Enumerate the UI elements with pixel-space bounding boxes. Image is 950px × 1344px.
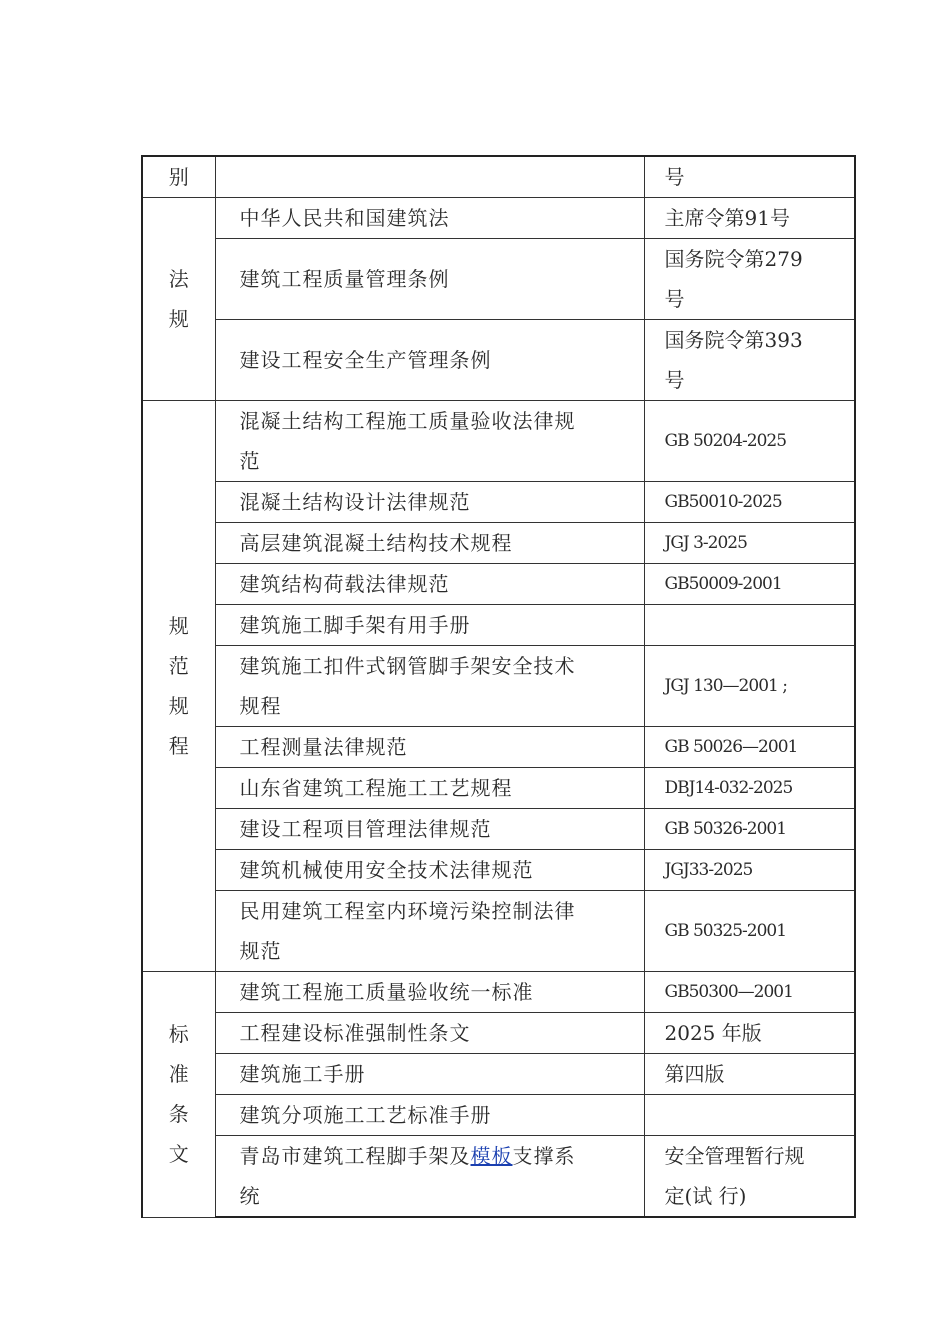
category-char: 程: [168, 734, 189, 758]
table-row: [142, 972, 855, 1013]
doc-code: GB 50326-2001: [644, 809, 855, 850]
doc-code: JGJ 130—2001 ;: [644, 646, 855, 727]
doc-name: 建筑机械使用安全技术法律规范: [215, 850, 644, 891]
table-row: [142, 809, 855, 850]
table-row: [142, 239, 855, 320]
doc-name: 民用建筑工程室内环境污染控制法律 规范: [215, 891, 644, 972]
doc-code: [644, 1095, 855, 1136]
doc-code: GB50300—2001: [644, 972, 855, 1013]
doc-code: 安全管理暂行规 定(试 行): [644, 1136, 855, 1218]
category-char: 规: [168, 694, 189, 718]
table-row: [142, 320, 855, 401]
table-row: [142, 401, 855, 482]
doc-code: GB50009-2001: [644, 564, 855, 605]
doc-name: 建设工程安全生产管理条例: [215, 320, 644, 401]
category-laws: [142, 198, 215, 401]
doc-name: 青岛市建筑工程脚手架及模板支撑系 统: [215, 1136, 644, 1218]
category-char: 准: [168, 1062, 189, 1087]
table-row: [142, 768, 855, 809]
doc-code: DBJ14-032-2025: [644, 768, 855, 809]
doc-name: 建筑施工手册: [215, 1054, 644, 1095]
table-row: [142, 198, 855, 239]
table-row: [142, 482, 855, 523]
doc-name: 中华人民共和国建筑法: [215, 198, 644, 239]
table-row: [142, 1136, 855, 1218]
doc-name: 工程建设标准强制性条文: [215, 1013, 644, 1054]
doc-code: GB 50325-2001: [644, 891, 855, 972]
doc-code: 主席令第91号: [644, 198, 855, 239]
doc-name: 建筑结构荷载法律规范: [215, 564, 644, 605]
doc-name: 山东省建筑工程施工工艺规程: [215, 768, 644, 809]
table-row: [142, 646, 855, 727]
header-name: [215, 156, 644, 198]
table-row: [142, 850, 855, 891]
doc-code: 2025 年版: [644, 1013, 855, 1054]
doc-code: 国务院令第393 号: [644, 320, 855, 401]
category-char: 标: [168, 1022, 189, 1047]
category-char: 范: [168, 654, 189, 678]
doc-name: 混凝土结构设计法律规范: [215, 482, 644, 523]
doc-code: JGJ33-2025: [644, 850, 855, 891]
doc-name: 建筑分项施工工艺标准手册: [215, 1095, 644, 1136]
category-standards: [142, 972, 215, 1218]
doc-name: 建筑工程施工质量验收统一标准: [215, 972, 644, 1013]
category-char: 规: [168, 614, 189, 638]
category-char: 文: [168, 1142, 189, 1167]
table-row: [142, 1095, 855, 1136]
table-row: [142, 564, 855, 605]
doc-code: GB50010-2025: [644, 482, 855, 523]
header-category: 别: [142, 156, 215, 198]
category-char: 法: [168, 267, 189, 291]
doc-name: 混凝土结构工程施工质量验收法律规 范: [215, 401, 644, 482]
table-row: [142, 727, 855, 768]
table-row: [142, 605, 855, 646]
template-link[interactable]: 模板: [470, 1144, 513, 1168]
doc-name: 建筑工程质量管理条例: [215, 239, 644, 320]
doc-code: 第四版: [644, 1054, 855, 1095]
doc-name: 建设工程项目管理法律规范: [215, 809, 644, 850]
doc-name: 工程测量法律规范: [215, 727, 644, 768]
doc-name: 建筑施工脚手架有用手册: [215, 605, 644, 646]
regulations-table: [141, 155, 856, 1218]
doc-code: [644, 605, 855, 646]
category-specs: [142, 401, 215, 972]
table-row: [142, 1013, 855, 1054]
category-char: 规: [168, 307, 189, 331]
doc-code: JGJ 3-2025: [644, 523, 855, 564]
table-row: [142, 1054, 855, 1095]
category-char: 条: [168, 1102, 189, 1127]
doc-name: 建筑施工扣件式钢管脚手架安全技术 规程: [215, 646, 644, 727]
doc-code: GB 50204-2025: [644, 401, 855, 482]
doc-code: 国务院令第279 号: [644, 239, 855, 320]
table-row: [142, 891, 855, 972]
table-header-row: [142, 156, 855, 198]
table-row: [142, 523, 855, 564]
doc-name: 高层建筑混凝土结构技术规程: [215, 523, 644, 564]
doc-code: GB 50026—2001: [644, 727, 855, 768]
header-code: 号: [644, 156, 855, 198]
